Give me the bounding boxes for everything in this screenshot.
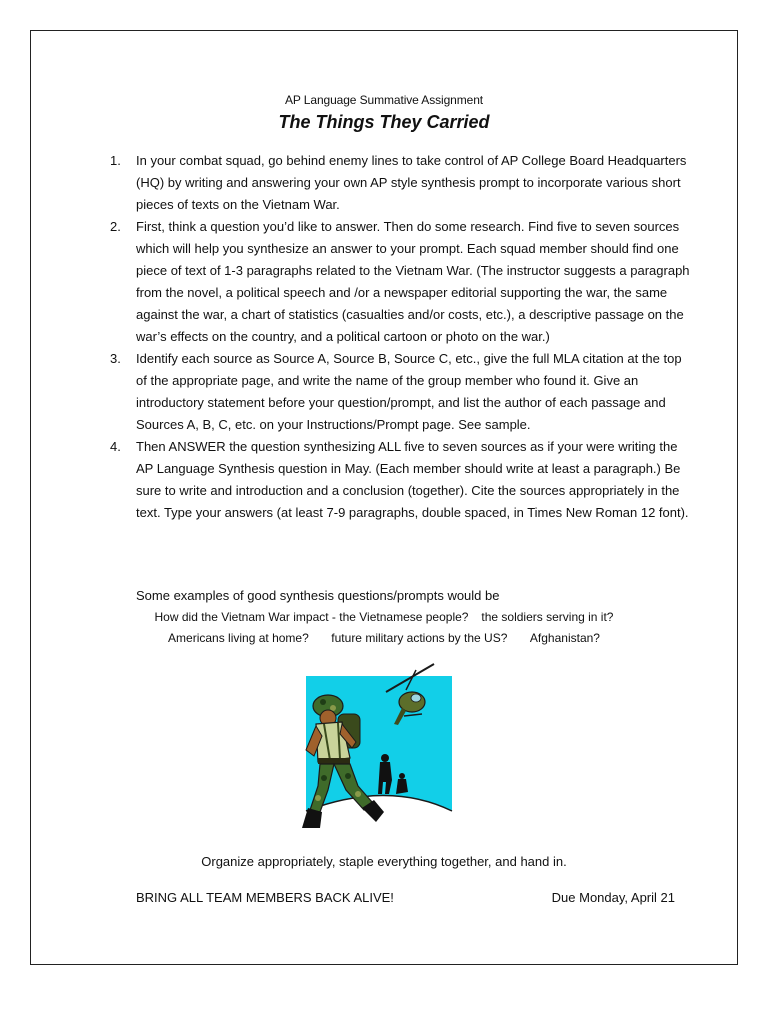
instruction-step [110,348,690,436]
footer-reminder: BRING ALL TEAM MEMBERS BACK ALIVE! [136,890,394,905]
step-text: Identify each source as Source A, Source B, Source C, etc., give the full MLA citation at the top of the appropriate page, and write the name of the group member who found it. Give an introductory statement before your question/prompt, and list the author of each passage and Sources A, B, C, etc. on your Instructions/Prompt page. See sample. [136,351,682,432]
step-text: In your combat squad, go behind enemy lines to take control of AP College Board Headquarters (HQ) by writing and answering your own AP style synthesis prompt to incorporate various short pieces of texts on the Vietnam War. [136,153,687,212]
examples-intro: Some examples of good synthesis questions/prompts would be [136,588,500,603]
step-number: 4. [110,439,121,454]
step-number: 3. [110,351,121,366]
example-prompt: Americans living at home? [168,631,309,645]
example-prompt: Afghanistan? [529,631,600,645]
step-text: Then ANSWER the question synthesizing ALL five to seven sources as if your were writing the AP Language Synthesis question in May. (Each member should write at least a paragraph.) Be sure to write and introduction and a conclusion (together). Cite the sources appropriately in the text. Type your answers (at least 7-9 paragraphs, double spaced, in Times New Roman 12 font). [136,439,689,520]
example-prompts-line-2 [0,631,768,645]
soldier-helicopter-clipart-icon [298,662,458,840]
assignment-title: The Things They Carried [278,112,490,132]
instruction-step [110,216,690,348]
example-prompt: How did the Vietnam War impact - the Vietnamese people? [154,610,469,624]
step-number: 2. [110,219,121,234]
assignment-subtitle: AP Language Summative Assignment [284,93,484,107]
example-prompt: the soldiers serving in it? [481,610,614,624]
step-number: 1. [110,153,121,168]
example-prompts-line-1 [0,610,768,624]
instruction-step [110,150,690,216]
closing-instructions: Organize appropriately, staple everything together, and hand in. [201,854,567,869]
instruction-list [110,150,690,524]
example-prompt: future military actions by the US? [331,631,508,645]
instruction-step [110,436,690,524]
due-date: Due Monday, April 21 [551,890,675,905]
step-text: First, think a question you’d like to answer. Then do some research. Find five to seven sources which will help you synthesize an answer to your prompt. Each squad member should find one piece of text of 1-3 paragraphs related to the Vietnam War. (The instructor suggests a paragraph from the novel, a political speech and /or a newspaper editorial supporting the war, the same against the war, a chart of statistics (casualties and/or costs, etc.), a descriptive passage on the war’s effects on the country, and a political cartoon or photo on the war.) [136,219,690,344]
